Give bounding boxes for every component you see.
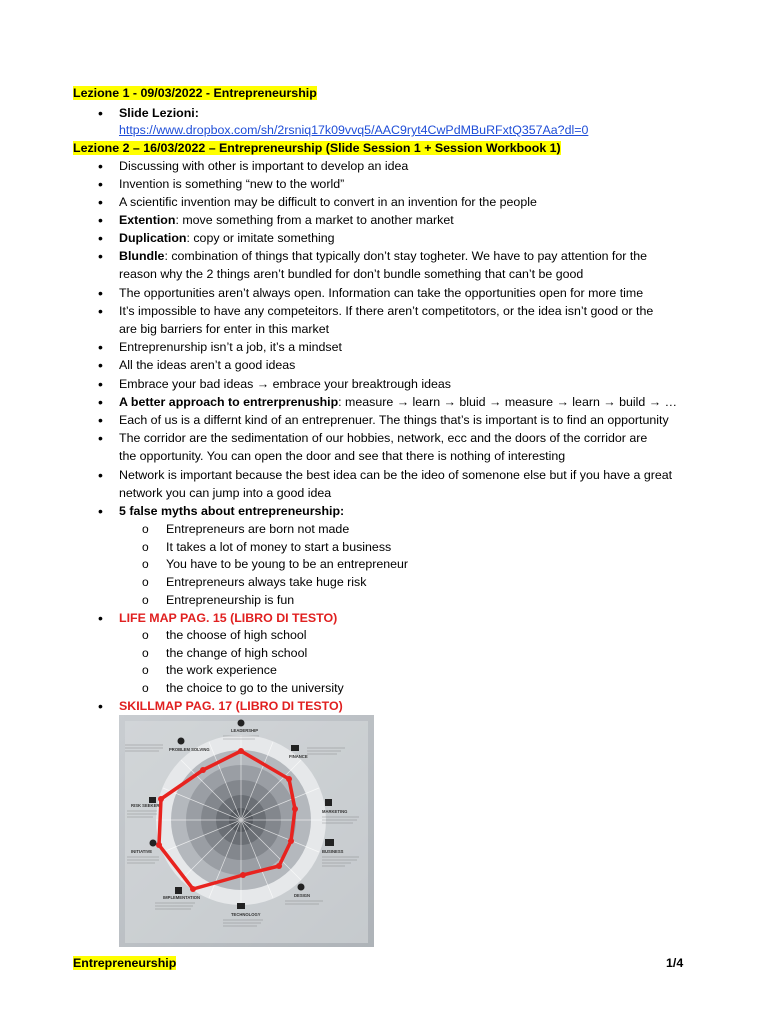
list-item-text: All the ideas aren’t a good ideas bbox=[119, 358, 296, 372]
slide-label: Slide Lezioni: bbox=[119, 106, 199, 120]
circle-bullet-icon: o bbox=[142, 557, 149, 571]
sub-list-item-text: Entrepreneurship is fun bbox=[166, 593, 295, 607]
circle-bullet-icon: o bbox=[142, 575, 149, 589]
list-item-text: the opportunity. You can open the door and see that there is nothing of interesting bbox=[119, 449, 566, 463]
list-item-text: reason why the 2 things aren’t bundled for don’t bundle something that can’t be good bbox=[119, 267, 584, 281]
sub-list-item-text: It takes a lot of money to start a business bbox=[166, 540, 392, 554]
lesson2-heading bbox=[73, 140, 561, 157]
bullet-icon: • bbox=[98, 698, 103, 714]
list-item-text: Duplication: copy or imitate something bbox=[119, 231, 335, 245]
circle-bullet-icon: o bbox=[142, 663, 149, 677]
circle-bullet-icon: o bbox=[142, 646, 149, 660]
circle-bullet-icon: o bbox=[142, 522, 149, 536]
sub-list-item-text: the choose of high school bbox=[166, 628, 307, 642]
lesson1-heading bbox=[73, 85, 317, 102]
list-item-text: Embrace your bad ideas → embrace your breaktrough ideas bbox=[119, 377, 451, 391]
label-business: BUSINESS bbox=[322, 849, 344, 854]
bullet-icon: • bbox=[98, 610, 103, 626]
sub-list-item-text: the work experience bbox=[166, 663, 277, 677]
bullet-icon: • bbox=[98, 285, 103, 301]
label-technology: TECHNOLOGY bbox=[231, 912, 261, 917]
label-problem-solving: PROBLEM SOLVING bbox=[169, 747, 210, 752]
label-design: DESIGN bbox=[294, 893, 311, 898]
list-item-text: It’s impossible to have any competeitors. If there aren’t competitotors, or the idea isn’t good or the bbox=[119, 304, 654, 318]
skillmap-photo bbox=[119, 715, 374, 947]
lesson1-heading-text: Lezione 1 - 09/03/2022 - Entrepreneurship bbox=[73, 86, 317, 100]
page-number: 1/4 bbox=[666, 956, 684, 970]
bullet-icon: • bbox=[98, 339, 103, 355]
label-leadership: LEADERSHIP bbox=[231, 728, 258, 733]
list-item-text: network you can jump into a good idea bbox=[119, 486, 332, 500]
circle-bullet-icon: o bbox=[142, 593, 149, 607]
list-item-text: Each of us is a differnt kind of an entreprenuer. The things that’s is important is to find an opportunity bbox=[119, 413, 669, 427]
skillmap-diagram bbox=[119, 715, 374, 947]
circle-bullet-icon: o bbox=[142, 628, 149, 642]
sub-list-item-text: You have to be young to be an entrepreneur bbox=[166, 557, 409, 571]
bullet-icon: • bbox=[98, 376, 103, 392]
list-item-text: Discussing with other is important to develop an idea bbox=[119, 159, 409, 173]
bullet-icon: • bbox=[98, 503, 103, 519]
sub-list-item-text: Entrepreneurs always take huge risk bbox=[166, 575, 367, 589]
bullet-icon: • bbox=[98, 303, 103, 319]
label-risk: RISK SEEKER bbox=[131, 803, 160, 808]
label-marketing: MARKETING bbox=[322, 809, 348, 814]
bullet-icon: • bbox=[98, 212, 103, 228]
bullet-icon: • bbox=[98, 230, 103, 246]
myths-title: 5 false myths about entrepreneurship: bbox=[119, 504, 345, 518]
list-item-text: Extention: move something from a market to another market bbox=[119, 213, 454, 227]
label-implementation: IMPLEMENTATION bbox=[163, 895, 201, 900]
label-initiative: INITIATIVE bbox=[131, 849, 153, 854]
dropbox-link[interactable]: https://www.dropbox.com/sh/2rsniq17k09vvq5/AAC9ryt4CwPdMBuRFxtQ357Aa?dl=0 bbox=[119, 123, 589, 137]
circle-bullet-icon: o bbox=[142, 681, 149, 695]
bullet-icon: • bbox=[98, 248, 103, 264]
lifemap-title: LIFE MAP PAG. 15 (LIBRO DI TESTO) bbox=[119, 611, 338, 625]
list-item-text: Blundle: combination of things that typically don’t stay togheter. We have to pay attention for the bbox=[119, 249, 648, 263]
bullet-icon: • bbox=[98, 412, 103, 428]
list-item-text: Invention is something “new to the world” bbox=[119, 177, 345, 191]
skillmap-title: SKILLMAP PAG. 17 (LIBRO DI TESTO) bbox=[119, 699, 343, 713]
footer-title-text: Entrepreneurship bbox=[73, 956, 177, 970]
list-item-text: Network is important because the best idea can be the ideo of somenone else but if you have a great bbox=[119, 468, 673, 482]
list-item-text: Entreprenurship isn’t a job, it’s a mindset bbox=[119, 340, 342, 354]
bullet-icon: • bbox=[98, 394, 103, 410]
sub-list-item-text: the choice to go to the university bbox=[166, 681, 344, 695]
bullet-icon: • bbox=[98, 357, 103, 373]
lesson2-heading-text: Lezione 2 – 16/03/2022 – Entrepreneurship (Slide Session 1 + Session Workbook 1) bbox=[73, 141, 561, 155]
list-item-text: are big barriers for enter in this market bbox=[119, 322, 330, 336]
list-item-text: The corridor are the sedimentation of our hobbies, network, ecc and the doors of the corridor are bbox=[119, 431, 648, 445]
bullet-icon: • bbox=[98, 194, 103, 210]
bullet-icon: • bbox=[98, 105, 103, 121]
bullet-icon: • bbox=[98, 176, 103, 192]
circle-bullet-icon: o bbox=[142, 540, 149, 554]
list-item-text: A better approach to entrerprenuship: measure → learn → bluid → measure → learn → build → … bbox=[119, 395, 677, 409]
footer-title bbox=[73, 955, 176, 971]
bullet-icon: • bbox=[98, 467, 103, 483]
list-item-text: A scientific invention may be difficult to convert in an invention for the people bbox=[119, 195, 537, 209]
bullet-icon: • bbox=[98, 158, 103, 174]
sub-list-item-text: the change of high school bbox=[166, 646, 308, 660]
label-finance: FINANCE bbox=[289, 754, 308, 759]
list-item-text: The opportunities aren’t always open. Information can take the opportunities open for more time bbox=[119, 286, 644, 300]
sub-list-item-text: Entrepreneurs are born not made bbox=[166, 522, 350, 536]
bullet-icon: • bbox=[98, 430, 103, 446]
